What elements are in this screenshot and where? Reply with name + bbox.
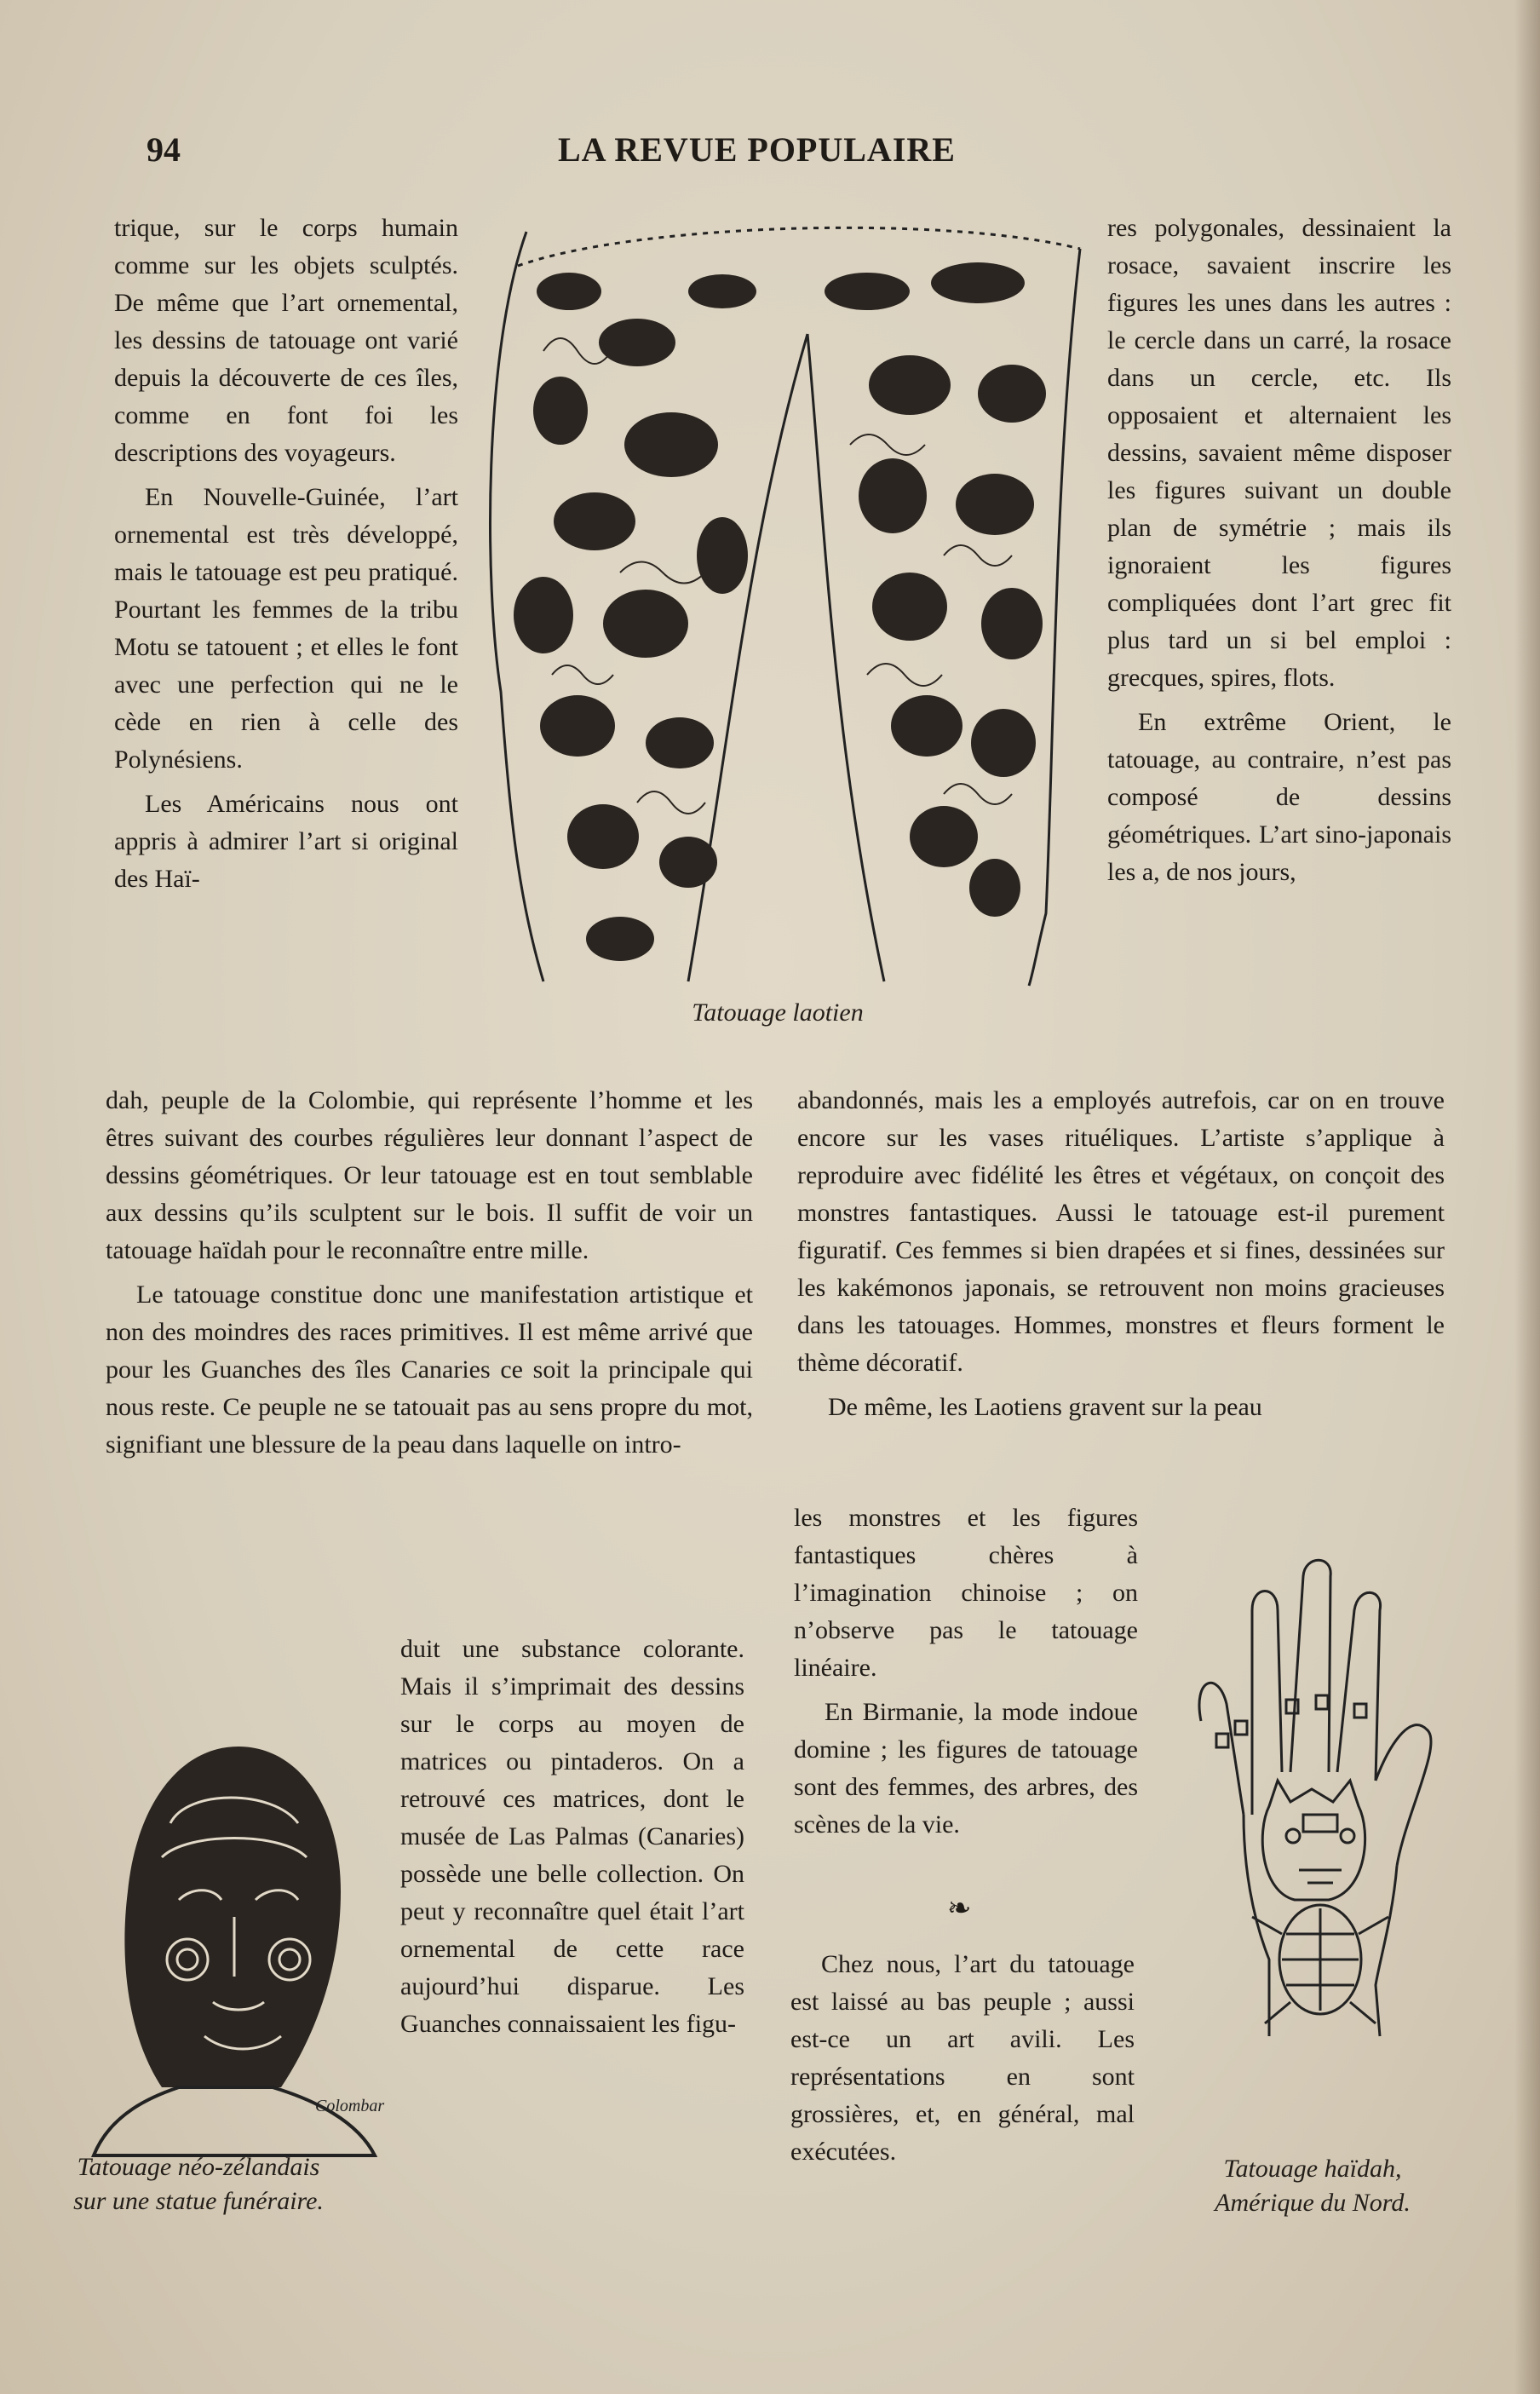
paragraph: trique, sur le corps humain comme sur les objets sculptés. De même que l’art ornemental, les dessins de tatouage ont varié depuis la découverte de ces îles, comme en font foi les descriptions des voyageurs. <box>114 214 458 467</box>
paragraph: Les Américains nous ont appris à admirer l’art si original des Haï- <box>114 790 458 893</box>
paragraph: dah, peuple de la Colombie, qui représente l’homme et les êtres suivant des courbes régulières leur donnant l’aspect de dessins géométriques. Or leur tatouage est en tout semblable aux dessins qu’ils sculptent sur le bois. Il suffit de voir un tatouage haïdah pour le reconnaître entre mille. <box>106 1086 753 1264</box>
haida-tattoo-illustration <box>1184 1559 1465 2045</box>
paragraph: En Nouvelle-Guinée, l’art ornemental est très développé, mais le tatouage est peu pratiqué. Pourtant les femmes de la tribu Motu se tatouent ; et elles le font avec une perfection qui ne le cède en rien à celle des Polynésiens. <box>114 483 458 774</box>
section-ornament: ❧ <box>947 1893 972 1925</box>
paragraph: duit une substance colorante. Mais il s’imprimait des dessins sur le corps au moyen de matrices ou pintaderos. On a retrouvé ces matrices, dont le musée de Las Palmas (Canaries) possède une belle collection. On peut y reconnaître quel était l’art ornemental de cette race aujourd’hui disparue. Les Guanches connaissaient les figu- <box>400 1635 744 2038</box>
caption-line: Tatouage néo-zélandais <box>77 2153 320 2181</box>
publication-title: LA REVUE POPULAIRE <box>558 130 956 169</box>
laotian-caption: Tatouage laotien <box>692 998 864 1027</box>
paragraph: Chez nous, l’art du tatouage est laissé au bas peuple ; aussi est-ce un art avili. Les représentations en sont grossières, et, en général, mal exécutées. <box>790 1950 1135 2166</box>
paragraph: En Birmanie, la mode indoue domine ; les figures de tatouage sont des femmes, des arbres, des scènes de la vie. <box>794 1698 1138 1839</box>
laotian-tattoo-illustration <box>467 215 1089 1027</box>
illustrator-signature: Colombar <box>315 2097 385 2115</box>
paragraph: les monstres et les figures fantastiques chères à l’imagination chinoise ; on n’observe pas le tatouage linéaire. <box>794 1504 1138 1682</box>
haida-caption <box>1146 2152 1479 2220</box>
page-number: 94 <box>147 130 181 169</box>
column-right-bottom <box>794 1499 1138 1844</box>
caption-line: Tatouage haïdah, <box>1223 2155 1402 2183</box>
paragraph: En extrême Orient, le tatouage, au contraire, n’est pas composé de dessins géométriques. L’art sino-japonais les a, de nos jours, <box>1107 708 1451 886</box>
paragraph: res polygonales, dessinaient la rosace, savaient inscrire les figures les unes dans les autres : le cercle dans un carré, la rosace dans un cercle, etc. Ils opposaient et alternaient les dessins, savaient même disposer les figures suivant un double plan de symétrie ; mais ils ignoraient les figures compliquées dont l’art grec fit plus tard un si bel emploi : grecques, spires, flots. <box>1107 214 1451 692</box>
column-left-top <box>114 210 458 898</box>
column-left-bottom <box>400 1631 744 2043</box>
maori-caption <box>7 2150 390 2218</box>
caption-line: sur une statue funéraire. <box>73 2187 324 2215</box>
caption-line: Amérique du Nord. <box>1215 2189 1411 2217</box>
column-left-mid <box>106 1082 753 1464</box>
maori-tattoo-illustration <box>60 1678 383 2155</box>
paragraph: abandonnés, mais les a employés autrefois, car on en trouve encore sur les vases rituéliques. L’artiste s’applique à reproduire avec fidélité les êtres et végétaux, on conçoit des monstres fantastiques. Aussi le tatouage est-il purement figuratif. Ces femmes si bien drapées et si fines, dessinées sur les kakémonos japonais, se retrouvent non moins gracieuses dans les tatouages. Hommes, monstres et fleurs forment le thème décoratif. <box>797 1086 1445 1377</box>
paragraph: Le tatouage constitue donc une manifestation artistique et non des moindres des races primitives. Il est même arrivé que pour les Guanches des îles Canaries ce soit la principale qui nous reste. Ce peuple ne se tatouait pas au sens propre du mot, signifiant une blessure de la peau dans laquelle on intro- <box>106 1280 753 1459</box>
column-right-last <box>790 1946 1135 2171</box>
column-right-top <box>1107 210 1451 891</box>
column-right-mid <box>797 1082 1445 1426</box>
paragraph: De même, les Laotiens gravent sur la peau <box>828 1393 1262 1421</box>
